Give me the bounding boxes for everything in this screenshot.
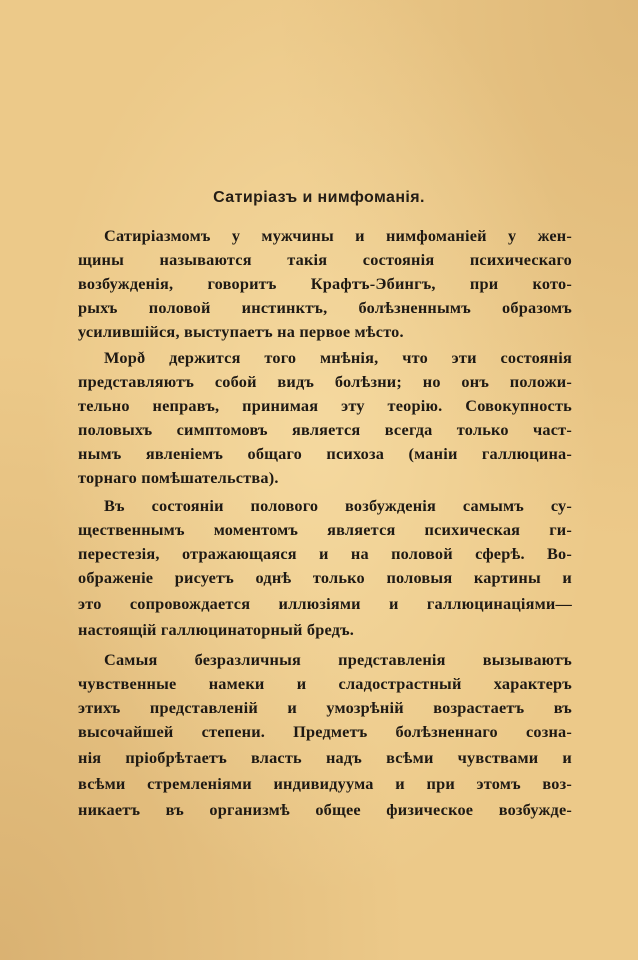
text-line: ображеніе рисуетъ однѣ только половыя картины и (78, 568, 572, 587)
text-line: Въ состояніи полового возбужденія самымъ су- (104, 496, 572, 515)
text-line: усилившійся, выступаетъ на первое мѣсто. (78, 322, 404, 341)
text-line: половыхъ симптомовъ является всегда только част- (78, 420, 572, 439)
chapter-heading: Сатиріазъ и нимфоманія. (213, 189, 425, 206)
text-line: щественнымъ моментомъ является психическая ги- (78, 520, 572, 539)
text-line: высочайшей степени. Предметъ болѣзненнаго созна- (78, 722, 572, 741)
text-line: Сатиріазмомъ у мужчины и нимфоманіей у жен- (104, 226, 572, 245)
text-line: этихъ представленій и умозрѣній возрастаетъ въ (78, 698, 572, 717)
text-line: Морð держится того мнѣнія, что эти состоянія (104, 348, 572, 367)
text-line: рыхъ половой инстинктъ, болѣзненнымъ образомъ (78, 298, 572, 317)
text-line: возбужденія, говоритъ Крафтъ-Эбингъ, при кото- (78, 274, 572, 293)
text-line: настоящій галлюцинаторный бредъ. (78, 620, 355, 639)
text-line: перестезія, отражающаяся и на половой сферѣ. Во- (78, 544, 572, 563)
text-line: чувственные намеки и сладострастный характеръ (78, 674, 572, 693)
text-line: всѣми стремленіями индивидуума и при этомъ воз- (78, 774, 572, 793)
text-line: представляютъ собой видъ болѣзни; но онъ положи- (78, 372, 572, 391)
text-line: Самыя безразличныя представленія вызываютъ (104, 650, 572, 669)
text-line: тельно неправъ, принимая эту теорію. Совокупность (78, 396, 572, 415)
text-line: торнаго помѣшательства). (78, 468, 279, 487)
text-line: никаетъ въ организмѣ общее физическое возбужде- (78, 800, 572, 819)
text-line: нымъ явленіемъ общаго психоза (маніи галлюцина- (78, 444, 572, 463)
text-line: щины называются такія состоянія психическаго (78, 250, 572, 269)
text-line: это сопровождается иллюзіями и галлюцинаціями— (78, 594, 572, 613)
text-line: нія пріобрѣтаетъ власть надъ всѣми чувствами и (78, 748, 572, 767)
